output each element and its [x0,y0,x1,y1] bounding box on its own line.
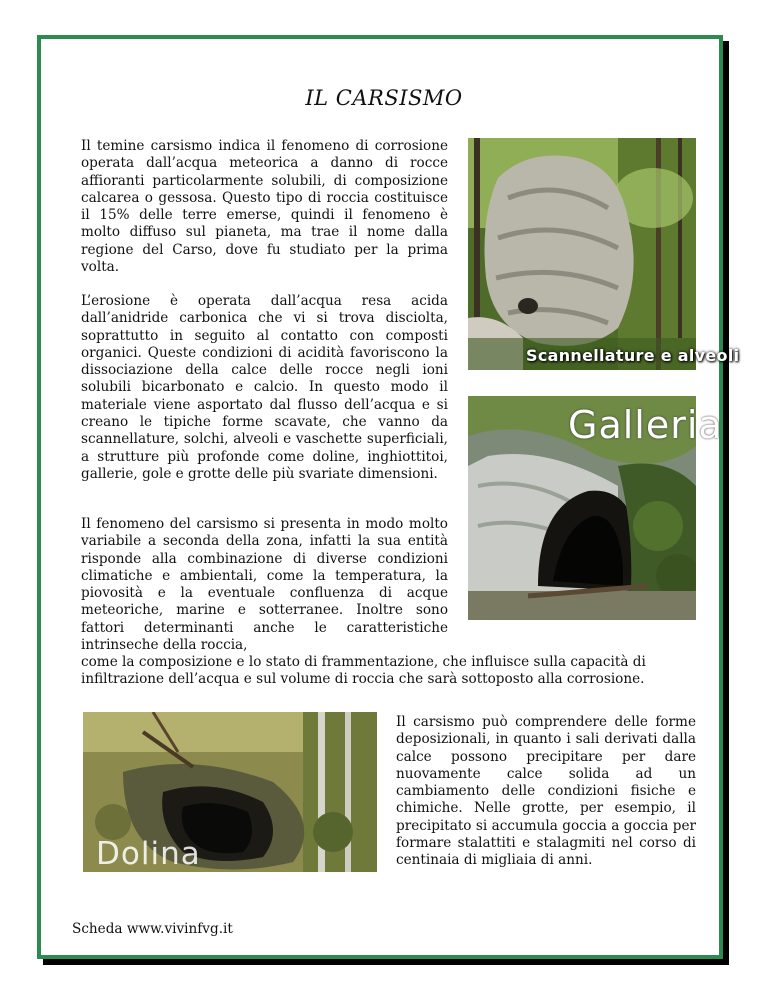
paragraph-definition: Il temine carsismo indica il fenomeno di corrosione operata dall’acqua meteorica a danno di rocce affioranti particolarmente solubili, di composizione calcarea o gessosa. Questo tipo di roccia costituisce il 15% delle terre emerse, quindi il fenomeno è molto diffuso sul pianeta, ma trae il nome dalla regione del Carso, dove fu studiato per la prima volta. [81,138,448,276]
paragraph-deposition: Il carsismo può comprendere delle forme deposizionali, in quanto i sali derivati dalla calce possono precipitare per dare nuovamente calce solida ad un cambiamento delle condizioni fisiche e chimiche. Nelle grotte, per esempio, il precipitato si accumula goccia a goccia per formare stalattiti e stalagmiti nel corso di centinaia di migliaia di anni. [396,714,696,869]
caption-scannellature: Scannellature e alveoli [526,346,740,365]
paragraph-variability: Il fenomeno del carsismo si presenta in modo molto variabile a seconda della zona, infatti la sua entità risponde alla combinazione di diverse condizioni climatiche e ambientali, come la temperatura, la piovosità e la eventuale confluenza di acque meteoriche, marine e sotterranee. Inoltre sono fattori determinanti anche le caratteristiche intrinseche della roccia, [81,516,448,654]
footer-source: Scheda www.vivinfvg.it [72,921,233,937]
page-title: IL CARSISMO [305,86,463,110]
caption-dolina: Dolina [96,836,201,872]
caption-galleria: Galleria [568,403,723,447]
paragraph-variability-continued: come la composizione e lo stato di frammentazione, che influisce sulla capacità di infiltrazione dell’acqua e sul volume di roccia che sarà sottoposto alla corrosione. [81,654,646,688]
photo-scannellature [468,138,696,370]
paragraph-erosion: L’erosione è operata dall’acqua resa acida dall’anidride carbonica che vi si trova disciolta, soprattutto in seguito al contatto con composti organici. Queste condizioni di acidità favoriscono la dissociazione della calce delle rocce negli ioni solubili bicarbonato e calcio. In questo modo il materiale viene asportato dal flusso dell’acqua e si creano le tipiche forme scavate, che vanno da scannellature, solchi, alveoli e vaschette superficiali, a strutture più profonde come doline, inghiottitoi, gallerie, gole e grotte delle più svariate dimensioni. [81,293,448,482]
